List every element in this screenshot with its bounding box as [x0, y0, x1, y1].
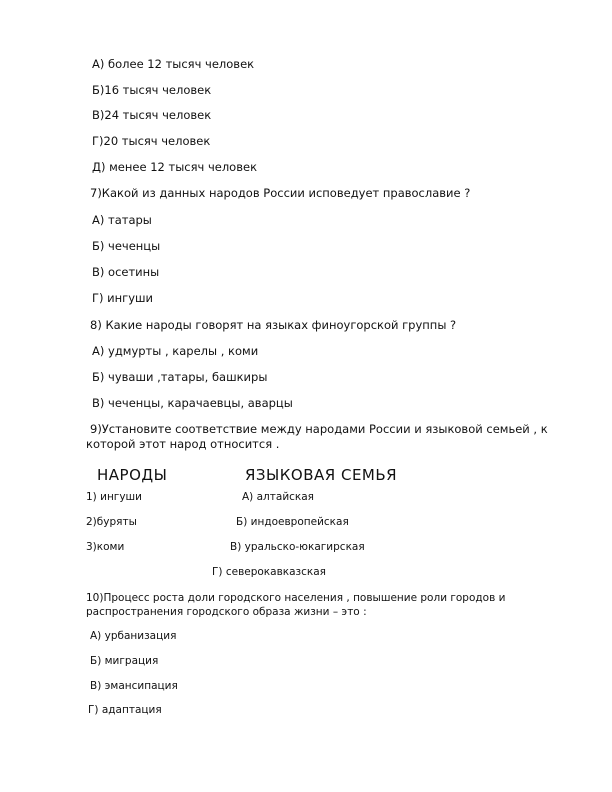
- q8-option-c: В) чеченцы, карачаевцы, аварцы: [92, 396, 293, 410]
- q9-people-1: 1) ингуши: [86, 491, 142, 503]
- q10-option-a: А) урбанизация: [90, 630, 177, 642]
- q8-option-b: Б) чуваши ,татары, башкиры: [92, 370, 268, 384]
- q9-header-peoples: НАРОДЫ: [97, 466, 168, 484]
- q9-family-b: Б) индоевропейская: [236, 516, 349, 528]
- q6-option-d: Г)20 тысяч человек: [92, 134, 211, 148]
- q9-people-3: 3)коми: [86, 541, 125, 553]
- q10-option-c: В) эмансипация: [90, 680, 178, 692]
- q9-people-2: 2)буряты: [86, 516, 137, 528]
- q9-question-line1: 9)Установите соответствие между народами России и языковой семьей , к: [90, 422, 548, 436]
- q7-option-b: Б) чеченцы: [92, 239, 161, 253]
- q6-option-b: Б)16 тысяч человек: [92, 83, 212, 97]
- q9-header-family: ЯЗЫКОВАЯ СЕМЬЯ: [245, 466, 398, 484]
- q8-question: 8) Какие народы говорят на языках финоугорской группы ?: [90, 318, 457, 332]
- q7-question: 7)Какой из данных народов России исповедует православие ?: [90, 186, 471, 200]
- q6-option-a: А) более 12 тысяч человек: [92, 57, 255, 71]
- q6-option-e: Д) менее 12 тысяч человек: [92, 160, 258, 174]
- q10-question-line2: распространения городского образа жизни – это :: [86, 606, 367, 618]
- q7-option-a: А) татары: [92, 213, 152, 227]
- q10-option-d: Г) адаптация: [88, 704, 162, 716]
- q6-option-c: В)24 тысяч человек: [92, 108, 212, 122]
- q9-question-line2: которой этот народ относится .: [86, 437, 280, 451]
- q9-family-d: Г) северокавказская: [212, 566, 326, 578]
- q8-option-a: А) удмурты , карелы , коми: [92, 344, 259, 358]
- q7-option-c: В) осетины: [92, 265, 160, 279]
- q9-family-c: В) уральско-юкагирская: [230, 541, 365, 553]
- q10-question-line1: 10)Процесс роста доли городского населения , повышение роли городов и: [86, 592, 506, 604]
- q7-option-d: Г) ингуши: [92, 291, 153, 305]
- q10-option-b: Б) миграция: [90, 655, 159, 667]
- q9-family-a: А) алтайская: [242, 491, 315, 503]
